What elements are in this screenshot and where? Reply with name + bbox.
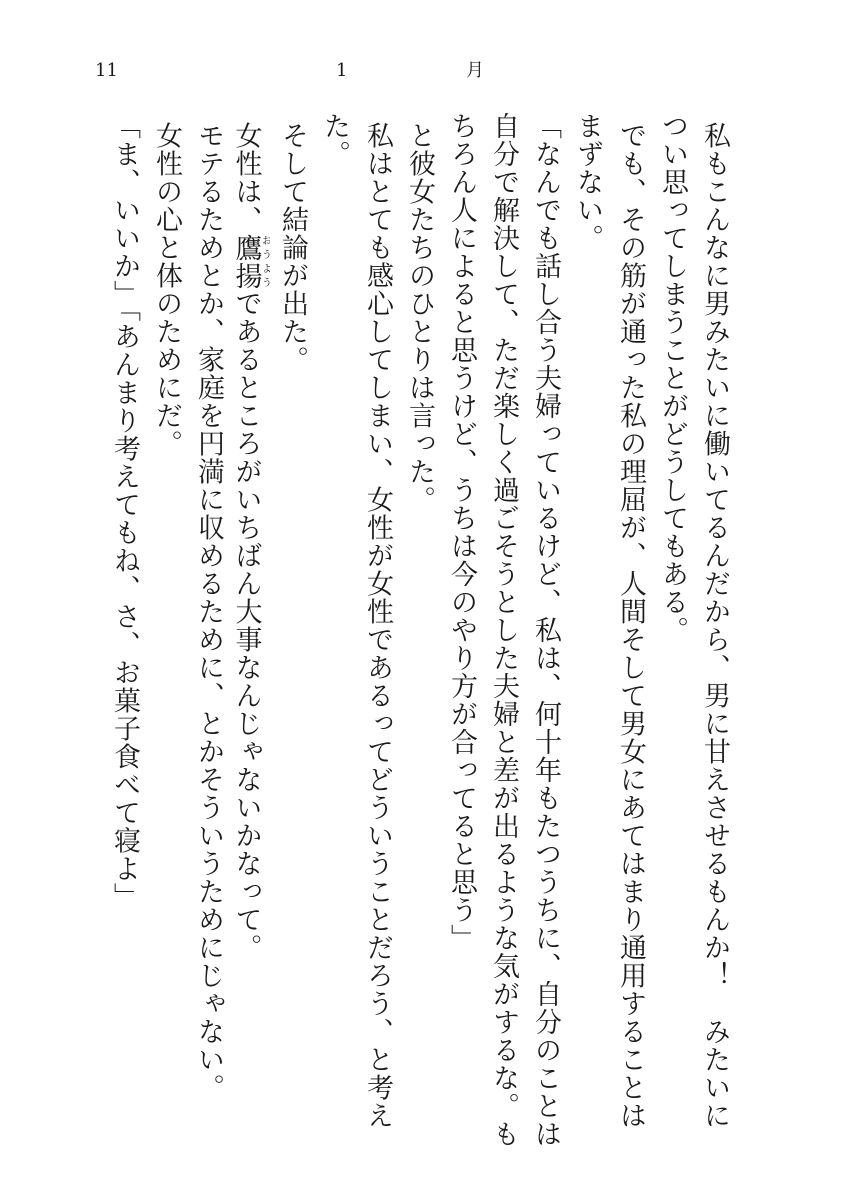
text-column-1: 私もこんなに男みたいに働いてるんだから、男に甘えさせるもんか！ みたいに: [699, 112, 730, 1130]
chapter-month-number: 1: [336, 60, 348, 81]
text-column-12: [230, 112, 270, 1182]
text-column-8: と彼女たちのひとりは言った。: [404, 112, 435, 514]
text-column-4: まずない。: [572, 112, 603, 252]
text-column-2: つい思ってしまうことがどうしてもある。: [657, 112, 688, 644]
text-column-5: 「なんでも話し合う夫婦っているけど、私は、何十年もたつうちに、自分のことは: [530, 112, 561, 1148]
text-column-11: そして結論が出た。: [277, 112, 308, 374]
text-column-9: 私はとても感心してしまい、女性が女性であるってどういうことだろう、と考え: [362, 112, 393, 1130]
page-number: 11: [95, 60, 118, 81]
text-column-10: た。: [319, 112, 350, 168]
text-column-3: でも、その筋が通った私の理屈が、人間そして男女にあてはまり通用することは: [615, 112, 646, 1130]
text-column-14: 女性の心と体のためにだ。: [151, 112, 182, 458]
column-12-text: 女性は、鷹揚おうようであるところがいちばん大事なんじゃないかなって。: [230, 112, 270, 962]
chapter-month-char: 月: [466, 60, 484, 81]
ruby-reading: おうよう: [259, 233, 270, 290]
text-column-15: 「ま、いいか」「あんまり考えてもね、さ、お菓子食べて寝よ」: [109, 112, 140, 911]
text-column-13: モテるためとか、家庭を円満に収めるために、とかそういうためにじゃない。: [193, 112, 224, 1102]
ruby-word: 鷹揚おうよう: [230, 233, 270, 290]
text-column-7: ちろん人によると思うけど、うちは今のやり方が合ってると思う」: [446, 112, 477, 952]
text-column-6: 自分で解決して、ただ楽しく過ごそうとした夫婦と差が出るような気がするな。も: [488, 112, 519, 1148]
